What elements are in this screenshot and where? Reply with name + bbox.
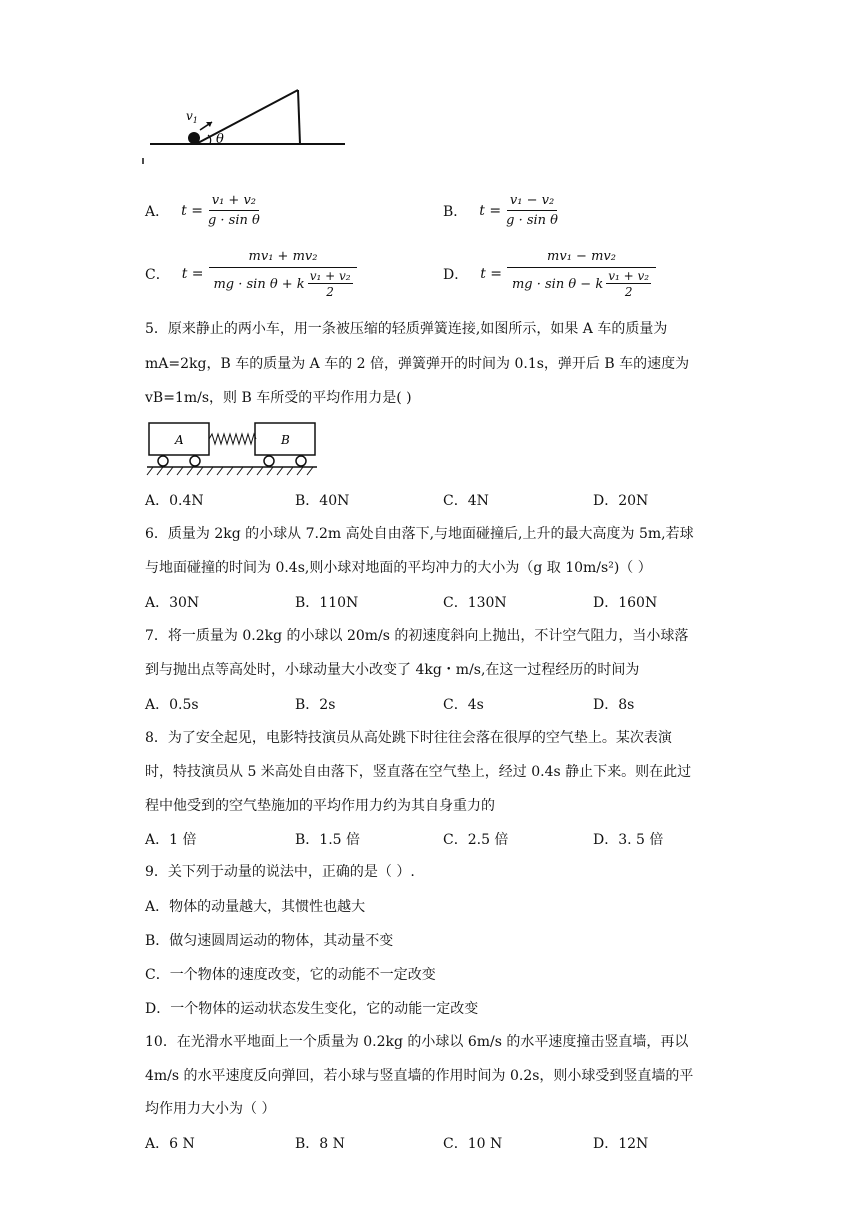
q10-option-d[interactable]: D．12N — [593, 1136, 649, 1152]
q8-stem-line1: 8．为了安全起见，电影特技演员从高处跳下时往往会落在很厚的空气垫上。某次表演 — [145, 730, 672, 746]
q4-option-d-den-fnum: v₁ + v₂ — [608, 269, 650, 283]
q4-option-c-den-frac — [308, 269, 353, 299]
q10-option-c[interactable]: C．10 N — [443, 1136, 503, 1152]
q4-option-d[interactable] — [443, 248, 658, 299]
q8-option-a[interactable]: A．1 倍 — [145, 832, 197, 848]
q4-option-d-den-fden: 2 — [624, 285, 633, 299]
q4-option-d-num: mv₁ − mv₂ — [507, 248, 656, 268]
q4-option-b-den: g · sin θ — [506, 213, 558, 228]
q9-option-c[interactable]: C．一个物体的速度改变，它的动能不一定改变 — [145, 967, 436, 983]
q8-option-b[interactable]: B．1.5 倍 — [295, 832, 361, 848]
cart-b-wheel-right — [296, 456, 306, 466]
q4-option-c-label: C． — [145, 266, 170, 283]
ball — [188, 132, 200, 144]
q4-option-a-num: v₁ + v₂ — [209, 192, 259, 211]
q6-option-c[interactable]: C．130N — [443, 595, 507, 611]
q10-option-b[interactable]: B．8 N — [295, 1136, 345, 1152]
q8-option-c[interactable]: C．2.5 倍 — [443, 832, 509, 848]
q4-option-a[interactable] — [145, 192, 262, 229]
q6-option-a[interactable]: A．30N — [145, 595, 200, 611]
q7-stem-line2: 到与抛出点等高处时，小球动量大小改变了 4kg・m/s,在这一过程经历的时间为 — [145, 662, 640, 678]
velocity-label: $v_1$ — [186, 109, 198, 125]
q6-option-d[interactable]: D．160N — [593, 595, 658, 611]
incline-vertical — [298, 90, 300, 144]
q6-stem-line2: 与地面碰撞的时间为 0.4s,则小球对地面的平均冲力的大小为（g 取 10m/s²)（ ） — [145, 560, 652, 576]
q4-option-b-num: v₁ − v₂ — [507, 192, 557, 211]
q4-option-d-den — [512, 268, 651, 299]
q4-option-a-label: A． — [145, 203, 170, 220]
q4-option-d-label: D． — [443, 266, 469, 283]
q10-stem-line2: 4m/s 的水平速度反向弹回，若小球与竖直墙的作用时间为 0.2s，则小球受到竖直墙的平 — [145, 1068, 694, 1084]
q8-stem-line2: 时，特技演员从 5 米高处自由落下，竖直落在空气垫上，经过 0.4s 静止下来。则在此过 — [145, 764, 692, 780]
q9-option-b[interactable]: B．做匀速圆周运动的物体，其动量不变 — [145, 933, 394, 949]
q9-option-d[interactable]: D．一个物体的运动状态发生变化，它的动能一定改变 — [145, 1001, 479, 1017]
q4-option-d-lhs: t = — [480, 265, 503, 282]
q7-option-d[interactable]: D．8s — [593, 697, 635, 713]
q4-option-c-lhs: t = — [181, 265, 204, 282]
cart-a-label: A — [175, 433, 184, 447]
q6-stem-line1: 6．质量为 2kg 的小球从 7.2m 高处自由落下,与地面碰撞后,上升的最大高度为 5m,若球 — [145, 526, 694, 542]
q4-option-b[interactable] — [443, 192, 560, 229]
q4-option-c-den-a: mg · sin θ + k — [213, 276, 305, 292]
q7-option-c[interactable]: C．4s — [443, 697, 484, 713]
q7-option-a[interactable]: A．0.5s — [145, 697, 199, 713]
q4-option-d-den-frac — [606, 269, 651, 299]
q7-option-b[interactable]: B．2s — [295, 697, 336, 713]
cart-a-wheel-right — [190, 456, 200, 466]
floor-hatching — [147, 467, 313, 475]
q4-option-b-label: B． — [443, 203, 468, 220]
q4-option-a-lhs: t = — [181, 202, 203, 219]
q5-option-b[interactable]: B．40N — [295, 493, 350, 509]
incline-figure — [140, 80, 360, 170]
cart-a-wheel-left — [158, 456, 168, 466]
q4-option-c-den-fnum: v₁ + v₂ — [309, 269, 351, 283]
spring — [209, 434, 256, 444]
q4-option-d-den-a: mg · sin θ − k — [511, 276, 604, 292]
q10-option-a[interactable]: A．6 N — [145, 1136, 195, 1152]
q4-option-b-lhs: t = — [479, 202, 502, 219]
q5-stem-line1: 5．原来静止的两小车，用一条被压缩的轻质弹簧连接,如图所示，如果 A 车的质量为 — [145, 321, 668, 337]
q4-option-c-fraction — [209, 248, 358, 299]
q6-option-b[interactable]: B．110N — [295, 595, 359, 611]
q5-option-c[interactable]: C．4N — [443, 493, 489, 509]
q10-stem-line1: 10．在光滑水平地面上一个质量为 0.2kg 的小球以 6m/s 的水平速度撞击竖直墙，再以 — [145, 1034, 689, 1050]
q4-option-c-den — [213, 268, 352, 299]
q10-stem-line3: 均作用力大小为（ ） — [145, 1101, 276, 1117]
carts-figure — [145, 420, 320, 480]
q5-option-d[interactable]: D．20N — [593, 493, 649, 509]
q4-option-a-den: g · sin θ — [207, 213, 260, 228]
q4-option-b-fraction — [506, 192, 558, 229]
q7-stem-line1: 7．将一质量为 0.2kg 的小球以 20m/s 的初速度斜向上抛出，不计空气阻力，当小球落 — [145, 628, 689, 644]
q5-option-a[interactable]: A．0.4N — [145, 493, 204, 509]
q9-option-a[interactable]: A．物体的动量越大，其惯性也越大 — [145, 899, 366, 915]
q4-option-c-den-fden: 2 — [326, 285, 334, 299]
q4-option-c-num: mv₁ + mv₂ — [209, 248, 358, 268]
q4-option-c[interactable] — [145, 248, 359, 299]
q8-option-d[interactable]: D．3. 5 倍 — [593, 832, 664, 848]
q4-option-d-fraction — [507, 248, 656, 299]
incline-slope — [196, 90, 298, 144]
q8-stem-line3: 程中他受到的空气垫施加的平均作用力约为其自身重力的 — [145, 798, 495, 814]
q5-stem-line2: mA=2kg，B 车的质量为 A 车的 2 倍，弹簧弹开的时间为 0.1s，弹开后 B 车的速度为 — [145, 356, 690, 372]
q4-option-a-fraction — [208, 192, 260, 229]
cart-b-label: B — [281, 433, 290, 447]
theta-label: θ — [216, 132, 224, 147]
q5-stem-line3: vB=1m/s，则 B 车所受的平均作用力是( ) — [145, 390, 412, 406]
q9-stem: 9．关下列于动量的说法中，正确的是（ ）. — [145, 864, 415, 880]
cart-b-wheel-left — [264, 456, 274, 466]
